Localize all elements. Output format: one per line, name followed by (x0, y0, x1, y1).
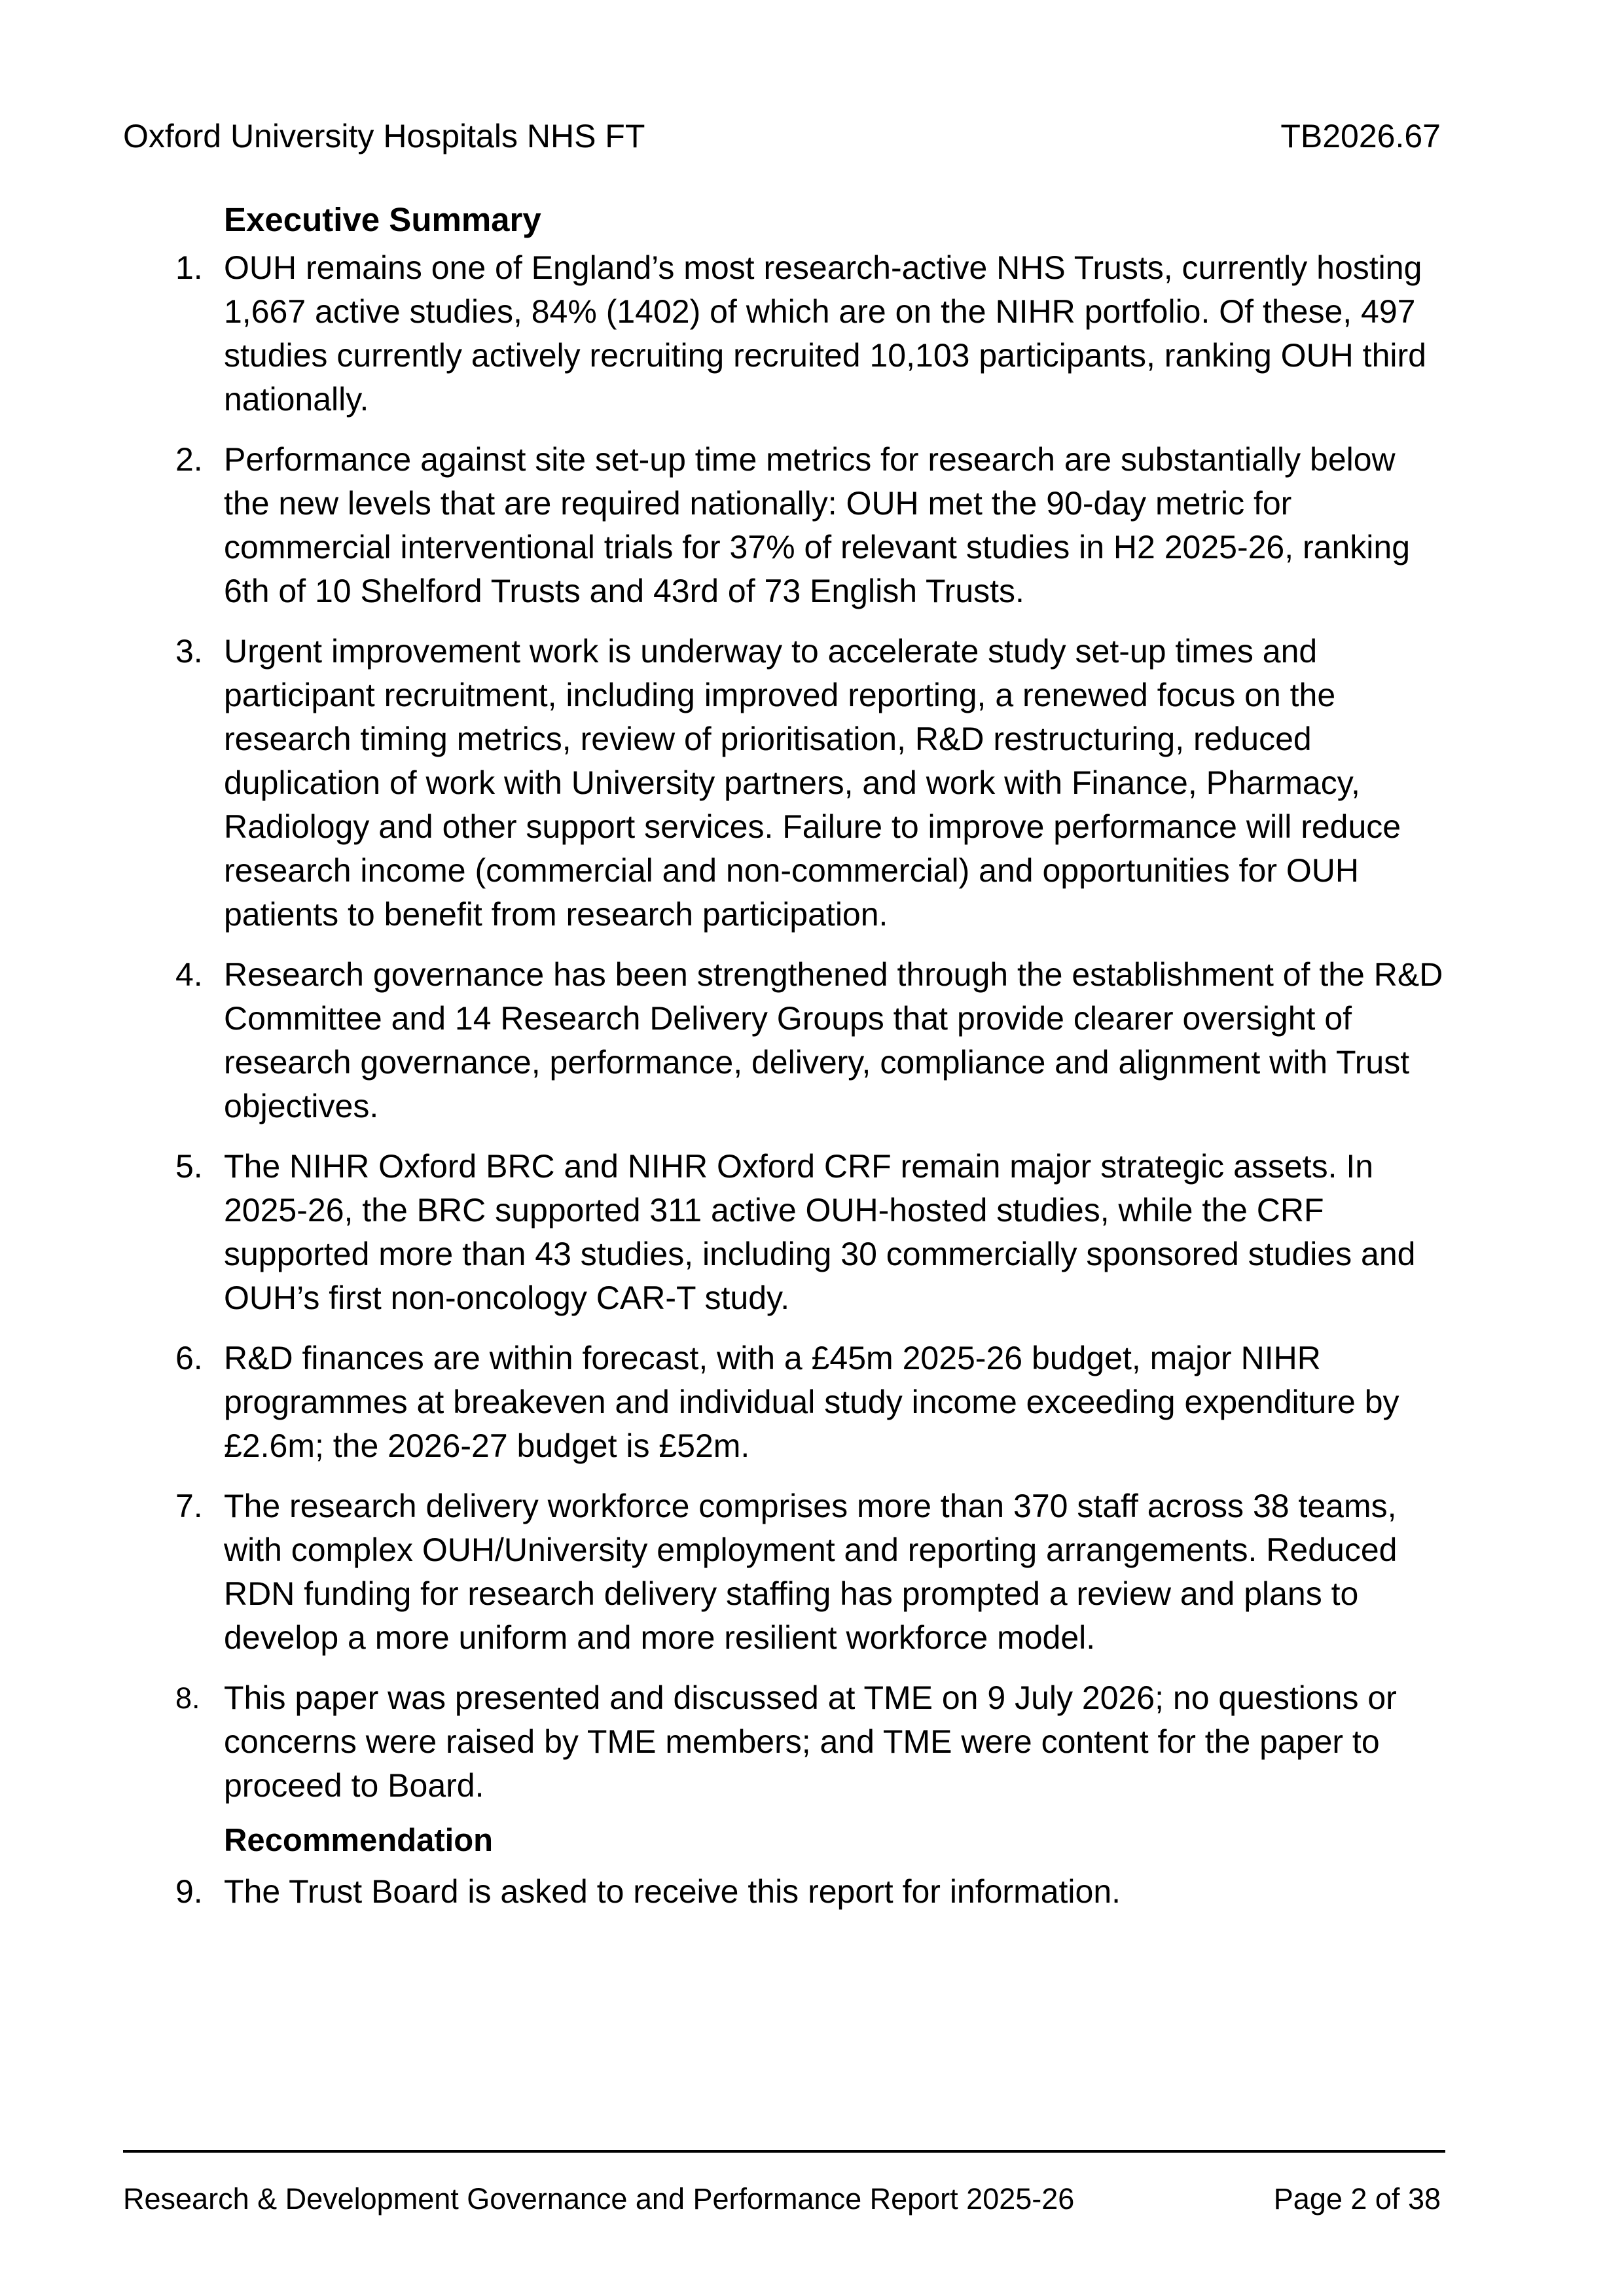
main-content (123, 194, 1445, 1930)
recommendation-heading: Recommendation (224, 1823, 494, 1858)
item-number: 4. (175, 956, 203, 993)
summary-item-5 (123, 1145, 1445, 1320)
item-number: 1. (175, 249, 203, 286)
document-reference: TB2026.67 (1280, 118, 1441, 154)
item-text: Urgent improvement work is underway to accelerate study set-up times and participant recruitment, including improved reporting, a renewed focus on the research timing metrics, review of prioritisation, R&D restructuring, reduced duplication of work with University partners, and work with Finance, Pharmacy, Radiology and other support services. Failure to improve performance will reduce research income (commercial and non-commercial) and opportunities for OUH patients to benefit from research participation. (224, 633, 1401, 933)
page-number: Page 2 of 38 (1273, 2182, 1441, 2215)
item-text: The research delivery workforce comprises more than 370 staff across 38 teams, with complex OUH/University employment and reporting arrangements. Reduced RDN funding for research delivery staffing has prompted a review and plans to develop a more uniform and more resilient workforce model. (224, 1488, 1398, 1656)
item-text: OUH remains one of England’s most research-active NHS Trusts, currently hosting 1,667 active studies, 84% (1402) of which are on the NIHR portfolio. Of these, 497 studies currently actively recruiting recruited 10,103 participants, ranking OUH third nationally. (224, 249, 1426, 418)
summary-item-3 (123, 630, 1445, 937)
item-number: 9. (175, 1873, 203, 1910)
item-text: Research governance has been strengthened through the establishment of the R&D Committee and 14 Research Delivery Groups that provide clearer oversight of research governance, performance, delivery, compliance and alignment with Trust objectives. (224, 956, 1443, 1124)
item-text: Performance against site set-up time metrics for research are substantially below the new levels that are required nationally: OUH met the 90-day metric for commercial interventional trials for 37% of relevant studies in H2 2025-26, ranking 6th of 10 Shelford Trusts and 43rd of 73 English Trusts. (224, 441, 1411, 609)
page-footer (123, 2176, 1441, 2222)
page-header (123, 110, 1441, 162)
item-text: The NIHR Oxford BRC and NIHR Oxford CRF remain major strategic assets. In 2025-26, the BRC supported 311 active OUH-hosted studies, while the CRF supported more than 43 studies, including 30 commercially sponsored studies and OUH’s first non-oncology CAR-T study. (224, 1148, 1416, 1316)
summary-item-6 (123, 1336, 1445, 1468)
item-text: The Trust Board is asked to receive this report for information. (224, 1873, 1121, 1910)
executive-summary-heading: Executive Summary (224, 201, 541, 238)
report-title: Research & Development Governance and Performance Report 2025-26 (123, 2182, 1075, 2215)
summary-item-2 (123, 438, 1445, 613)
item-number: 2. (175, 441, 203, 478)
summary-item-7 (123, 1484, 1445, 1660)
summary-item-8 (123, 1676, 1445, 1808)
item-number: 6. (175, 1340, 203, 1376)
summary-item-4 (123, 953, 1445, 1128)
footer-divider (123, 2150, 1445, 2153)
item-text: R&D finances are within forecast, with a £45m 2025-26 budget, major NIHR programmes at breakeven and individual study income exceeding expenditure by £2.6m; the 2026-27 budget is £52m. (224, 1340, 1399, 1464)
item-number: 8. (175, 1681, 200, 1715)
item-number: 7. (175, 1488, 203, 1524)
organisation-name: Oxford University Hospitals NHS FT (123, 118, 645, 154)
recommendation-item-9 (123, 1870, 1445, 1914)
item-number: 5. (175, 1148, 203, 1185)
summary-item-1 (123, 246, 1445, 422)
item-text: This paper was presented and discussed at TME on 9 July 2026; no questions or concerns were raised by TME members; and TME were content for the paper to proceed to Board. (224, 1679, 1397, 1804)
item-number: 3. (175, 633, 203, 670)
